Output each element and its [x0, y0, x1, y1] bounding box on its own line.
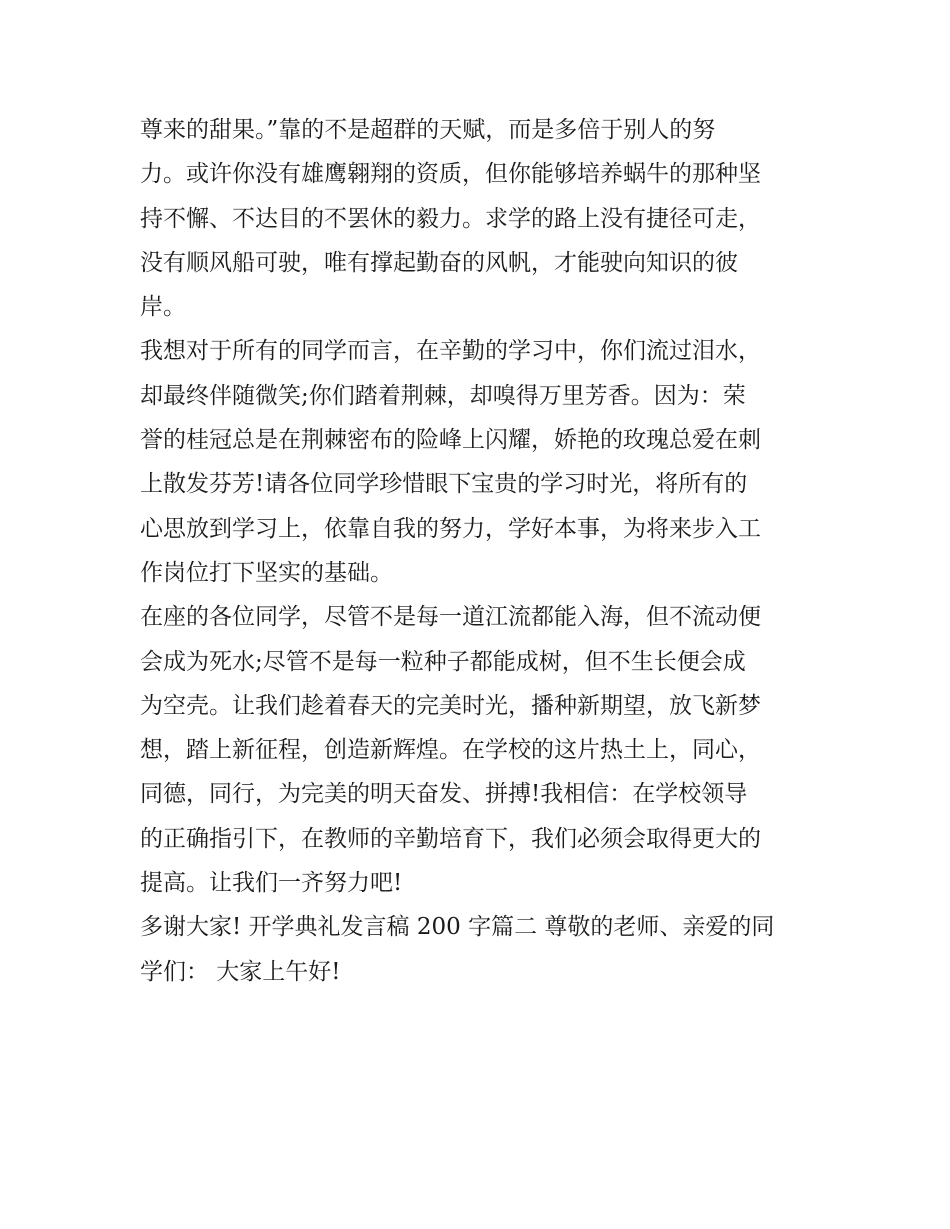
text-line: 提高。让我们一齐努力吧! — [140, 870, 403, 897]
text-line: 我想对于所有的同学而言，在辛勤的学习中，你们流过泪水， — [140, 338, 761, 365]
text-line: 尊来的甜果。”靠的不是超群的天赋，而是多倍于别人的努 — [140, 117, 716, 143]
text-line: 岸。 — [140, 294, 186, 321]
text-line: 作岗位打下坚实的基础。 — [140, 559, 393, 586]
document-body — [140, 108, 820, 994]
text-line: 会成为死水;尽管不是每一粒种子都能成树，但不生长便会成 — [140, 648, 746, 675]
text-line: 心思放到学习上，依靠自我的努力，学好本事，为将来步入工 — [140, 515, 761, 542]
text-line: 却最终伴随微笑;你们踏着荆棘，却嗅得万里芳香。因为：荣 — [140, 382, 746, 409]
text-line: 没有顺风船可驶，唯有撑起勤奋的风帆，才能驶向知识的彼 — [140, 249, 738, 276]
text-line: 为空壳。让我们趁着春天的完美时光，播种新期望，放飞新梦 — [140, 692, 761, 719]
text-line: 想，踏上新征程，创造新辉煌。在学校的这片热土上，同心， — [140, 737, 761, 764]
text-line: 同德，同行，为完美的明天奋发、拼搏!我相信：在学校领导 — [140, 781, 748, 808]
text-line: 力。或许你没有雄鹰翱翔的资质，但你能够培养蜗牛的那种坚 — [140, 161, 761, 188]
text-line: 誉的桂冠总是在荆棘密布的险峰上闪耀，娇艳的玫瑰总爱在刺 — [140, 427, 761, 454]
text-line: 多谢大家! 开学典礼发言稿 200 字篇二 尊敬的老师、亲爱的同 — [140, 914, 775, 941]
text-line: 上散发芬芳!请各位同学珍惜眼下宝贵的学习时光，将所有的 — [140, 471, 748, 498]
text-line: 持不懈、不达目的不罢休的毅力。求学的路上没有捷径可走， — [140, 205, 761, 232]
text-line: 学们： 大家上午好! — [140, 958, 341, 985]
text-line: 在座的各位同学，尽管不是每一道江流都能入海，但不流动便 — [140, 604, 761, 631]
text-line: 的正确指引下，在教师的辛勤培育下，我们必须会取得更大的 — [140, 825, 761, 852]
